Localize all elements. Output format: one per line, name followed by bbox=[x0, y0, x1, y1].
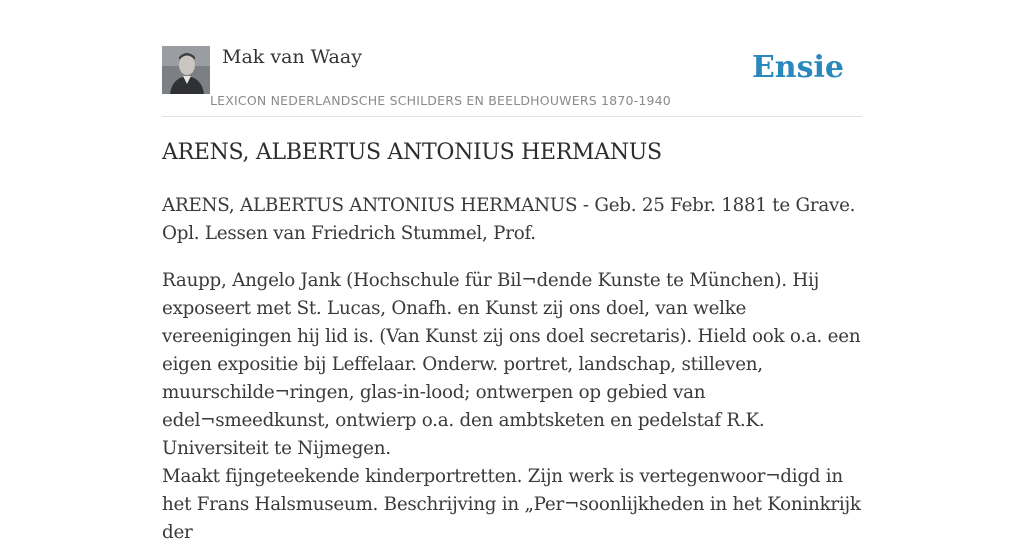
article-paragraph: ARENS, ALBERTUS ANTONIUS HERMANUS - Geb. 25 Febr. 1881 te Grave. Opl. Lessen van Friedrich Stummel, Prof. bbox=[162, 195, 856, 244]
article-title: ARENS, ALBERTUS ANTONIUS HERMANUS bbox=[162, 140, 662, 165]
article-paragraph: Raupp, Angelo Jank (Hochschule für Bil¬dende Kunste te München). Hij exposeert met St. Lucas, Onafh. en Kunst zij ons doel, van welke vereenigingen hij lid is. (Van Kunst zij ons doel secretaris). Hield ook o.a. een eigen expositie bij Leffelaar. Onderw. portret, landschap, stilleven, muurschilde¬ringen, glas-in-lood; ontwerpen op gebied van edel¬smeedkunst, ontwierp o.a. den ambtsketen en pedelstaf R.K. Universiteit te Nijmegen. bbox=[162, 270, 861, 459]
author-name[interactable]: Mak van Waay bbox=[222, 46, 362, 68]
header bbox=[162, 46, 862, 117]
article-paragraph: Maakt fijngeteekende kinderportretten. Zijn werk is vertegenwoor¬digd in het Frans Halsmuseum. Beschrijving in „Per¬soonlijkheden in het Koninkrijk der bbox=[162, 466, 861, 543]
avatar[interactable] bbox=[162, 46, 210, 94]
collection-title[interactable]: LEXICON NEDERLANDSCHE SCHILDERS EN BEELDHOUWERS 1870-1940 bbox=[210, 93, 671, 108]
author-portrait-icon bbox=[162, 46, 210, 94]
brand-logo[interactable]: Ensie bbox=[751, 50, 844, 85]
